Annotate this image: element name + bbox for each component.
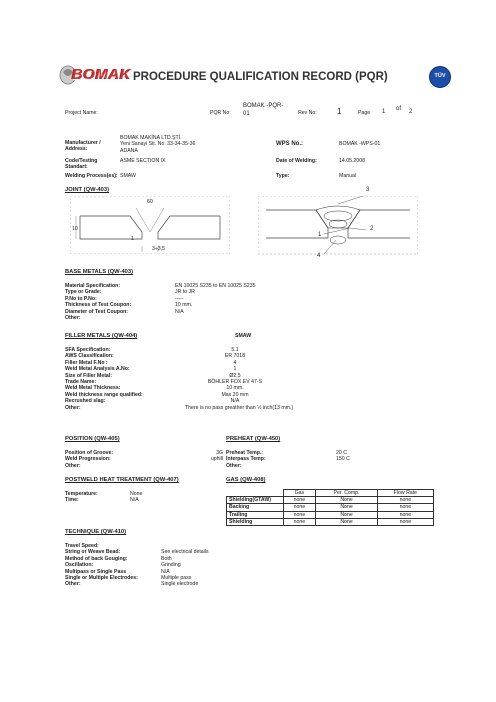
base-value: 10 mm. [175, 302, 193, 309]
process-label: Welding Process(es): [65, 173, 118, 179]
technique-label: String or Weave Bead: [65, 549, 121, 556]
gas-cell: None [316, 504, 377, 511]
technique-value: Single electrode [161, 581, 199, 588]
technique-label: Travel Speed: [65, 543, 99, 549]
gas-cell: None [316, 518, 377, 525]
technique-label: Multipass or Single Pass [65, 568, 127, 575]
filler-value: Max 20 mm [221, 391, 249, 398]
pwht-block [65, 491, 142, 504]
joint-callout-3: 3 [366, 187, 370, 193]
process-value: SMAW [120, 173, 136, 179]
code-value: ASME SECTION IX [120, 158, 166, 164]
rev-no-value: 1 [337, 107, 342, 116]
filler-label: Filler Metal F.No : [65, 359, 108, 366]
preheat-label: Other: [226, 462, 242, 469]
base-value: EN 10025 S235 to EN 10025 S235 [175, 283, 256, 289]
technique-label: Method of back Gouging: [65, 555, 128, 562]
filler-row [65, 405, 405, 411]
preheat-block [226, 450, 350, 469]
manufacturer-name: BOMAK MAKİNA LTD.ŞTİ. [120, 135, 182, 141]
joint-drawing-right [258, 196, 418, 258]
tuv-badge-text: TÜV [434, 73, 446, 79]
base-label: P.No to P.No: [65, 295, 97, 302]
base-label: Thickness of Test Coupon: [65, 302, 132, 309]
date-value: 14.05.2008 [339, 158, 365, 164]
joint-label-root-face: 1 [131, 236, 134, 242]
position-value: 3G [216, 450, 223, 456]
base-label: Type or Grade: [65, 289, 102, 296]
gas-cell: None [316, 497, 377, 504]
technique-label: Other: [65, 581, 81, 588]
filler-value: ER 7018 [224, 353, 246, 360]
technique-row [65, 581, 209, 587]
gas-header-row [227, 490, 434, 497]
base-label: Other: [65, 315, 81, 322]
gas-header-cell [227, 490, 284, 497]
joint-callout-1: 1 [318, 232, 322, 238]
filler-label: Size of Filler Metal: [65, 372, 112, 379]
technique-label: Single or Multiple Electrodes: [65, 575, 138, 582]
preheat-label: Preheat Temp.: [226, 450, 264, 456]
of-value: 2 [409, 109, 413, 115]
base-value: ----- [175, 295, 184, 302]
pwht-title: POSTWELD HEAT TREATMENT (QW-407) [65, 477, 179, 483]
technique-block [65, 543, 209, 588]
filler-value: There is no pass greather than ½ inch(13 mm.) [185, 404, 294, 411]
gas-table [226, 489, 434, 526]
date-label: Date of Welding: [276, 158, 317, 164]
base-label: Material Specification: [65, 283, 121, 289]
gas-cell: Backing [227, 504, 284, 511]
manufacturer-label [65, 140, 101, 153]
technique-label: Oscillation: [65, 562, 94, 569]
gas-cell: none [283, 497, 316, 504]
gas-cell: none [377, 518, 433, 525]
manufacturer-city: ADANA [120, 147, 138, 154]
type-value: Manual [339, 173, 357, 179]
pqr-no-value-2: 01 [243, 111, 250, 117]
filler-value: 10 mm. [226, 385, 244, 392]
filler-value: 5.1 [231, 347, 239, 353]
of-label: of [396, 106, 402, 112]
technique-value: Multiple pass [161, 575, 192, 582]
wps-label: WPS No.: [276, 141, 303, 147]
gas-cell: Shielding [227, 518, 284, 525]
wps-value: BOMAK -WPS-01 [339, 141, 381, 147]
base-label: Diameter of Test Coupon: [65, 308, 129, 315]
gas-cell: none [377, 511, 433, 518]
position-row [65, 463, 223, 469]
joint-label-angle: 60 [147, 199, 153, 205]
base-row [65, 315, 405, 321]
pwht-label: Time: [65, 497, 79, 504]
header [58, 62, 458, 90]
technique-title: TECHNIQUE (QW-410) [65, 529, 127, 535]
gas-cell: none [283, 518, 316, 525]
position-label: Weld Progression: [65, 456, 111, 463]
filler-value: 4 [233, 359, 237, 366]
pwht-row [65, 497, 142, 503]
gas-cell: none [283, 504, 316, 511]
joint-callout-2: 2 [370, 226, 374, 232]
filler-value: BÖHLER FOX EV 47-S [207, 379, 263, 386]
filler-label: Other: [65, 404, 81, 411]
filler-label: Weld Metal Analysis A.No: [65, 366, 130, 373]
joint-label-gap: 3÷3,5 [152, 246, 165, 252]
gas-title: GAS (QW-408) [226, 477, 266, 483]
filler-value: Ø2,5 [229, 372, 241, 379]
filler-value: 1 [233, 366, 237, 373]
technique-value: Grinding [161, 562, 181, 569]
position-block [65, 450, 223, 469]
filler-label: AWS Classification: [65, 353, 114, 360]
page-label: Page [358, 110, 371, 116]
position-label: Other: [65, 462, 81, 469]
pwht-value: None [130, 491, 143, 497]
filler-block [65, 347, 405, 411]
pwht-label: Temperature: [65, 491, 98, 497]
rev-no-label: Rev No: [298, 110, 317, 116]
filler-value: N/A [230, 398, 240, 405]
page-title: PROCEDURE QUALIFICATION RECORD (PQR) [133, 71, 388, 83]
gas-cell: none [377, 504, 433, 511]
page-value: 1 [382, 109, 386, 115]
gas-header-cell: Gas [283, 490, 316, 497]
position-label: Position of Groove: [65, 450, 114, 456]
manufacturer-value [120, 135, 195, 154]
position-value: uphill [210, 456, 223, 463]
joint-callout-4: 4 [317, 253, 321, 259]
filler-label: Weld thickness range qualified: [65, 391, 143, 398]
preheat-row [226, 463, 350, 469]
manufacturer-street: Yeni Sanayi Sit. No: 33-34-35-36 [120, 141, 196, 148]
pqr-no-value-1: BOMAK -PQR- [243, 103, 284, 109]
gas-row [227, 504, 434, 511]
gas-row [227, 511, 434, 518]
joint-label-thickness: 10 [72, 226, 78, 232]
pqr-no-label: PQR No: [210, 110, 231, 116]
gas-cell: Shielding(GTAW) [227, 497, 284, 504]
code-label: Code/Testing Standart: [65, 158, 98, 171]
gas-header-cell: Per. Comp. [316, 490, 377, 497]
preheat-label: Interpass Temp: [226, 456, 266, 463]
type-label: Type: [276, 173, 290, 179]
filler-label: SFA Specification: [65, 347, 111, 353]
technique-value: Both [161, 555, 172, 562]
base-metals-title: BASE METALS (QW-403) [65, 269, 134, 275]
preheat-title: PREHEAT (QW-450) [226, 436, 281, 442]
technique-value: See electrical details [161, 549, 209, 556]
base-value: JR to JR [175, 289, 195, 296]
pwht-value: N/A [130, 497, 139, 504]
filler-label: Weld Metal Thickness: [65, 385, 121, 392]
joint-section-title: JOINT (QW-403) [65, 187, 110, 193]
filler-metals-title: FILLER METALS (QW-404) [65, 333, 138, 339]
position-title: POSITION (QW-405) [65, 436, 120, 442]
technique-value: N/A [161, 568, 170, 575]
preheat-value: 20 C [336, 450, 347, 456]
gas-header-cell: Flow Rate [377, 490, 433, 497]
manufacturer-label-text: Manufacturer / Address: [65, 140, 101, 153]
filler-column-header: SMAW [235, 333, 252, 339]
preheat-value: 150 C [336, 456, 350, 463]
project-name-label: Project Name: [65, 110, 98, 116]
gas-cell: None [316, 511, 377, 518]
base-metals-block [65, 283, 405, 321]
gas-cell: none [377, 497, 433, 504]
logo-text: BOMAK [72, 66, 132, 83]
gas-row [227, 518, 434, 525]
base-value: N/A [175, 308, 184, 315]
gas-row [227, 497, 434, 504]
filler-label: Recrushed slag: [65, 398, 106, 405]
gas-cell: none [283, 511, 316, 518]
tuv-badge [429, 66, 451, 88]
filler-label: Trade Name: [65, 379, 97, 386]
gas-cell: Trailing [227, 511, 284, 518]
